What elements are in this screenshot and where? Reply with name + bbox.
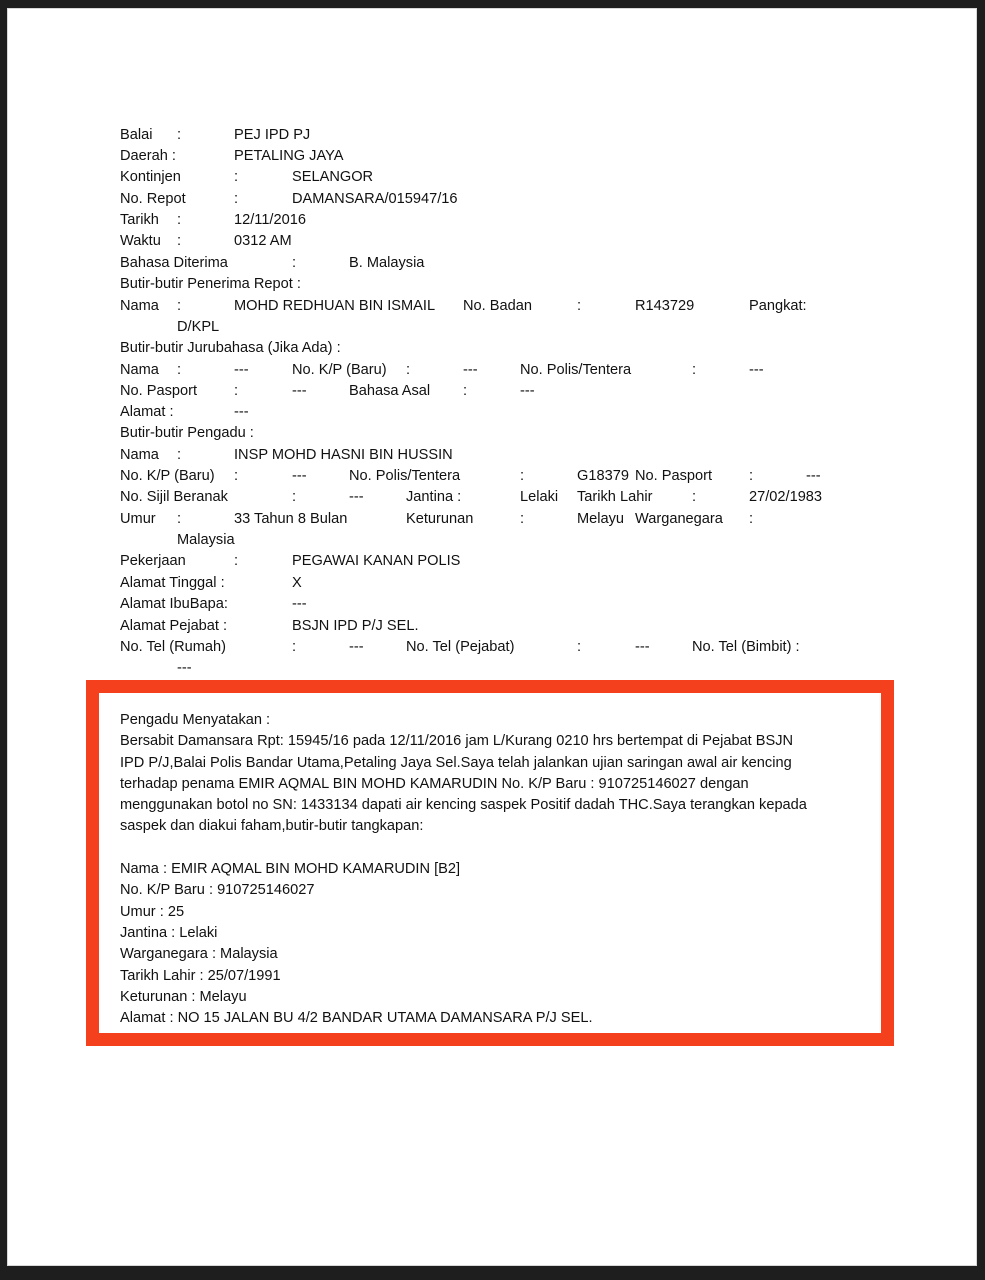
no-repot-label: No. Repot [120,191,186,207]
jurubahasa-bahasa: --- [520,383,535,399]
pengadu-kp-label: No. K/P (Baru) [120,468,215,484]
penerima-nama-sep: : [177,298,182,314]
bahasa-label: Bahasa Diterima [120,255,228,271]
pengadu-heading: Butir-butir Pengadu : [120,425,254,441]
pengadu-polis-label: No. Polis/Tentera [349,468,461,484]
statement-line: menggunakan botol no SN: 1433134 dapati air kencing saspek Positif dadah THC.Saya terangkan kepada [120,797,807,814]
pengadu-lahir: 27/02/1983 [749,489,823,505]
bahasa-sep: : [292,255,297,271]
suspect-warganegara: Warganegara : Malaysia [120,946,278,963]
no-repot-value: DAMANSARA/015947/16 [292,191,458,207]
document-page [7,8,977,1266]
pengadu-jantina: Lelaki [520,489,559,505]
penerima-nama: MOHD REDHUAN BIN ISMAIL [234,298,436,314]
pengadu-kp-sep: : [234,468,239,484]
pengadu-keturunan-label: Keturunan [406,511,474,527]
suspect-kp: No. K/P Baru : 910725146027 [120,882,315,899]
pengadu-kp: --- [292,468,307,484]
pengadu-umur: 33 Tahun 8 Bulan [234,511,348,527]
complainant-statement [120,710,865,1029]
pengadu-kerja: PEGAWAI KANAN POLIS [292,553,461,569]
pengadu-keturunan: Melayu [577,511,625,527]
penerima-badan: R143729 [635,298,695,314]
jurubahasa-alamat-label: Alamat : [120,404,174,420]
jurubahasa-kp-label: No. K/P (Baru) [292,362,387,378]
pengadu-pasport-sep: : [749,468,754,484]
pengadu-pasport: --- [806,468,821,484]
jurubahasa-heading: Butir-butir Jurubahasa (Jika Ada) : [120,340,341,356]
jurubahasa-bahasa-sep: : [463,383,468,399]
pengadu-tinggal: X [292,575,302,591]
pengadu-nama-label: Nama [120,447,159,463]
tarikh-sep: : [177,212,182,228]
penerima-pangkat: D/KPL [177,319,220,335]
statement-line: Bersabit Damansara Rpt: 15945/16 pada 12/11/2016 jam L/Kurang 0210 hrs bertempat di Pejabat BSJN [120,733,794,750]
pengadu-lahir-label: Tarikh Lahir [577,489,653,505]
pengadu-umur-sep: : [177,511,182,527]
pengadu-nama: INSP MOHD HASNI BIN HUSSIN [234,447,453,463]
pengadu-jantina-label: Jantina : [406,489,462,505]
waktu-label: Waktu [120,233,161,249]
pengadu-warga: Malaysia [177,532,235,548]
pengadu-tel-pejabat-label: No. Tel (Pejabat) [406,639,515,655]
suspect-alamat: Alamat : NO 15 JALAN BU 4/2 BANDAR UTAMA DAMANSARA P/J SEL. [120,1010,593,1027]
pengadu-tel-rumah-sep: : [292,639,297,655]
daerah-label: Daerah : [120,148,176,164]
jurubahasa-polis: --- [749,362,764,378]
kontinjen-value: SELANGOR [292,169,374,185]
jurubahasa-pasport: --- [292,383,307,399]
jurubahasa-nama-label: Nama [120,362,159,378]
pengadu-kerja-label: Pekerjaan [120,553,186,569]
kontinjen-label: Kontinjen [120,169,181,185]
kontinjen-sep: : [234,169,239,185]
pengadu-pejabat-label: Alamat Pejabat : [120,618,228,634]
pengadu-tinggal-label: Alamat Tinggal : [120,575,225,591]
pengadu-tel-bimbit-label: No. Tel (Bimbit) : [692,639,800,655]
jurubahasa-pasport-sep: : [234,383,239,399]
jurubahasa-kp-sep: : [406,362,411,378]
waktu-sep: : [177,233,182,249]
pengadu-ibubapa-label: Alamat IbuBapa: [120,596,228,612]
no-repot-sep: : [234,191,239,207]
balai-sep: : [177,127,182,143]
pengadu-tel-rumah: --- [349,639,364,655]
penerima-heading: Butir-butir Penerima Repot : [120,276,301,292]
jurubahasa-nama-sep: : [177,362,182,378]
tarikh-label: Tarikh [120,212,159,228]
pengadu-polis: G18379 [577,468,629,484]
waktu-value: 0312 AM [234,233,292,249]
pengadu-nama-sep: : [177,447,182,463]
suspect-keturunan: Keturunan : Melayu [120,988,247,1005]
suspect-umur: Umur : 25 [120,903,185,920]
pengadu-warga-label: Warganegara [635,511,723,527]
pengadu-sijil: --- [349,489,364,505]
statement-line: IPD P/J,Balai Polis Bandar Utama,Petaling Jaya Sel.Saya telah jalankan ujian saringan awal air kencing [120,754,792,771]
balai-value: PEJ IPD PJ [234,127,311,143]
pengadu-pasport-label: No. Pasport [635,468,713,484]
pengadu-tel-pejabat-sep: : [577,639,582,655]
police-report [7,8,977,1266]
jurubahasa-pasport-label: No. Pasport [120,383,198,399]
suspect-jantina: Jantina : Lelaki [120,924,218,941]
pengadu-pejabat: BSJN IPD P/J SEL. [292,618,419,634]
penerima-nama-label: Nama [120,298,159,314]
jurubahasa-bahasa-label: Bahasa Asal [349,383,431,399]
statement-heading: Pengadu Menyatakan : [120,712,271,728]
pengadu-umur-label: Umur [120,511,156,527]
pengadu-ibubapa: --- [292,596,307,612]
bahasa-value: B. Malaysia [349,255,425,271]
pengadu-keturunan-sep: : [520,511,525,527]
daerah-value: PETALING JAYA [234,148,344,164]
jurubahasa-alamat: --- [234,404,249,420]
pengadu-tel-pejabat: --- [635,639,650,655]
pengadu-tel-bimbit: --- [177,660,192,676]
penerima-pangkat-label: Pangkat: [749,298,807,314]
statement-line: saspek dan diakui faham,butir-butir tangkapan: [120,818,424,835]
pengadu-sijil-label: No. Sijil Beranak [120,489,228,505]
pengadu-tel-rumah-label: No. Tel (Rumah) [120,639,226,655]
pengadu-warga-sep: : [749,511,754,527]
jurubahasa-polis-sep: : [692,362,697,378]
statement-line: terhadap penama EMIR AQMAL BIN MOHD KAMARUDIN No. K/P Baru : 910725146027 dengan [120,775,749,792]
pengadu-polis-sep: : [520,468,525,484]
pengadu-lahir-sep: : [692,489,697,505]
tarikh-value: 12/11/2016 [234,212,306,228]
jurubahasa-nama: --- [234,362,249,378]
pengadu-kerja-sep: : [234,553,239,569]
penerima-badan-sep: : [577,298,582,314]
pengadu-sijil-sep: : [292,489,297,505]
penerima-badan-label: No. Badan [463,298,532,314]
suspect-nama: Nama : EMIR AQMAL BIN MOHD KAMARUDIN [B2] [120,861,461,878]
jurubahasa-kp: --- [463,362,478,378]
suspect-tarikh-lahir: Tarikh Lahir : 25/07/1991 [120,967,281,984]
balai-label: Balai [120,127,153,143]
jurubahasa-polis-label: No. Polis/Tentera [520,362,632,378]
